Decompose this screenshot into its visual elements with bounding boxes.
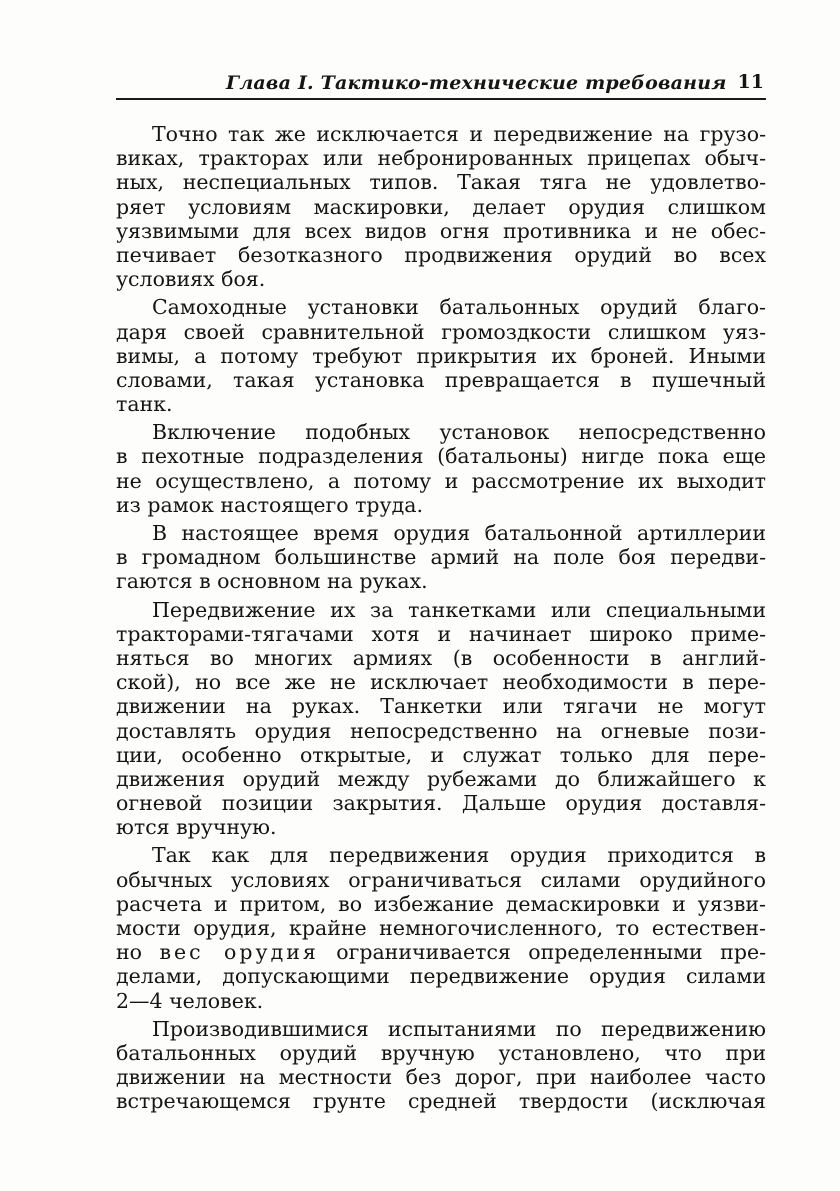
paragraph (116, 295, 766, 416)
text-line: Так как для передвижения орудия приходится в (152, 843, 766, 868)
text-line: уязвимыми для всех видов огня противника и не обес- (116, 218, 766, 243)
text-line: условиях боя. (116, 267, 266, 292)
text-line: виках, тракторах или небронированных прицепах обыч- (116, 146, 766, 171)
text-line: даря своей сравнительной громоздкости слишком уяз- (116, 319, 766, 344)
text-line: встречающемся грунте средней твердости (исключая (116, 1089, 766, 1114)
text-run: ограничивается определенными пре- (318, 940, 766, 965)
text-line: мости орудия, крайне немногочисленного, то естествен- (116, 916, 766, 940)
text-line: гаются в основном на руках. (116, 569, 428, 594)
text-line: тракторами-тягачами хотя и начинает широко приме- (116, 621, 766, 646)
text-line: ются вручную. (116, 815, 277, 840)
text-line: танк. (116, 392, 173, 417)
text-line: ных, неспециальных типов. Такая тяга не удовлетво- (116, 170, 766, 195)
text-line: в пехотные подразделения (батальоны) нигде пока еще (116, 444, 766, 469)
text-line: 2—4 человек. (116, 988, 264, 1013)
paragraph (116, 598, 766, 840)
text-line: батальонных орудий вручную установлено, что при (116, 1040, 766, 1065)
page-number: 11 (737, 71, 764, 93)
text-line: вимы, а потому требуют прикрытия их броней. Иными (116, 343, 766, 368)
text-line: движении на местности без дорог, при наиболее часто (116, 1065, 766, 1090)
body-text (116, 122, 766, 1114)
text-line: Передвижение их за танкетками или специальными (152, 597, 766, 622)
paragraph (116, 420, 766, 517)
chapter-title: Глава I. Тактико-технические требования (226, 72, 727, 94)
paragraph (116, 843, 766, 1012)
emphasized-term: вес орудия (159, 940, 319, 965)
running-head (116, 68, 766, 100)
paragraph (116, 521, 766, 594)
text-run: но (116, 940, 160, 965)
paragraph (116, 1017, 766, 1114)
text-line: Включение подобных установок непосредственно (152, 420, 766, 445)
text-line: делами, допускающими передвижение орудия силами (116, 964, 766, 989)
text-line: няться во многих армиях (в особенности в англий- (116, 645, 766, 670)
text-line: из рамок настоящего труда. (116, 492, 423, 517)
text-line: ряет условиям маскировки, делает орудия слишком (116, 194, 766, 219)
text-line: ской), но все же не исключает необходимости в пере- (116, 670, 766, 695)
text-line: расчета и притом, во избежание демаскировки и уязви- (116, 891, 766, 916)
text-line: Самоходные установки батальонных орудий благо- (152, 295, 766, 320)
text-line: движения орудий между рубежами до ближайшего к (116, 766, 766, 791)
text-line: движении на руках. Танкетки или тягачи не могут (116, 694, 766, 719)
text-line: Точно так же исключается и передвижение на грузо- (152, 122, 766, 146)
text-line: обычных условиях ограничиваться силами орудийного (116, 867, 766, 892)
text-line: не осуществлено, а потому и рассмотрение их выходит (116, 468, 766, 493)
text-line (116, 940, 766, 964)
text-line: огневой позиции закрытия. Дальше орудия доставля- (116, 791, 766, 816)
text-line: печивает безотказного продвижения орудий во всех (116, 242, 766, 267)
text-line: ции, особенно открытые, и служат только для пере- (116, 742, 766, 767)
text-line: доставлять орудия непосредственно на огневые пози- (116, 718, 766, 743)
text-line: В настоящее время орудия батальонной артиллерии (152, 521, 766, 545)
text-line: Производившимися испытаниями по передвижению (152, 1016, 766, 1041)
text-line: в громадном большинстве армий на поле боя передви- (116, 545, 766, 570)
text-line: словами, такая установка превращается в пушечный (116, 367, 766, 392)
paragraph (116, 122, 766, 291)
